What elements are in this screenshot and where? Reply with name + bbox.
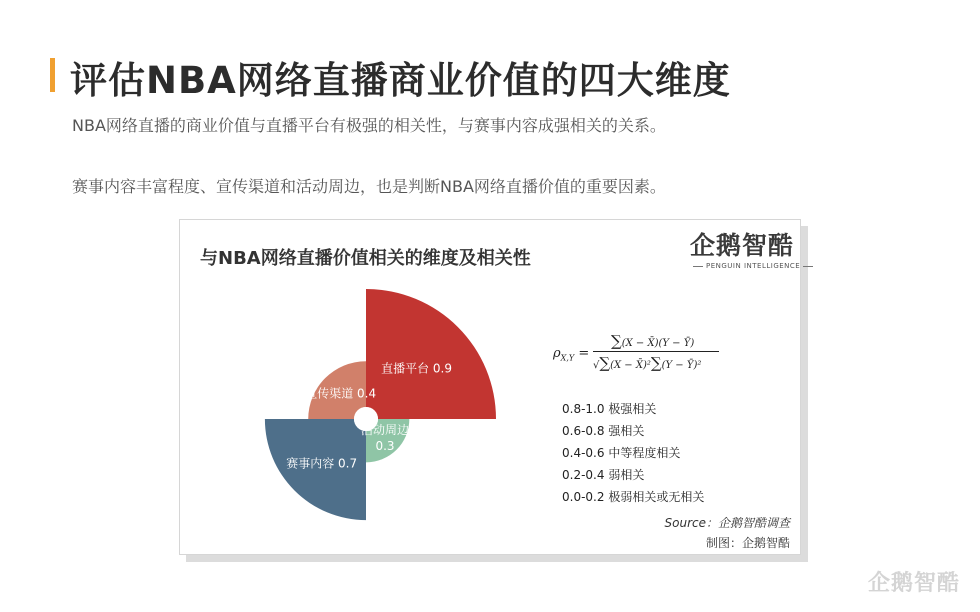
slice-label-活动周边: 活动周边 [360,422,410,437]
logo-mark: 企鹅智酷 [690,231,795,260]
scale-item: 0.8-1.0 极强相关 [562,402,657,416]
formula-numerator: ∑(X − X̄)(Y − Ȳ) [611,332,695,350]
source-note: Source：企鹅智酷调查 [664,516,790,530]
formula-rho: $\rho_{X,Y}$ = [553,346,590,363]
chart-title: 与NBA网络直播价值相关的维度及相关性 [200,248,531,269]
scale-item: 0.6-0.8 强相关 [562,424,645,438]
scale-item: 0.0-0.2 极弱相关或无相关 [562,490,705,504]
scale-item: 0.4-0.6 中等程度相关 [562,446,681,460]
watermark-logo: 企鹅智酷 [868,570,961,596]
logo-subtitle: PENGUIN INTELLIGENCE [690,262,788,270]
title-accent-bar [50,58,55,92]
slice-label-直播平台: 直播平台 0.9 [381,361,453,376]
description-line-2: 赛事内容丰富程度、宣传渠道和活动周边，也是判断NBA网络直播价值的重要因素。 [72,177,666,196]
scale-item: 0.2-0.4 弱相关 [562,468,645,482]
formula-denominator: √∑(X − X̄)²∑(Y − Ȳ)² [593,354,702,372]
page-title: 评估NBA网络直播商业价值的四大维度 [70,59,731,102]
slice-label-赛事内容: 赛事内容 0.7 [286,456,358,471]
correlation-rose-chart [180,220,802,556]
credit-note: 制图：企鹅智酷 [705,536,790,550]
slice-label-活动周边: 0.3 [375,438,395,453]
slice-label-宣传渠道: 宣传渠道 0.4 [305,386,377,401]
pearson-formula [553,330,733,380]
slice-直播平台 [366,289,496,419]
correlation-scale-list [562,398,704,508]
formula-fraction-bar [593,351,719,352]
chart-card [179,219,801,555]
description-line-1: NBA网络直播的商业价值与直播平台有极强的相关性，与赛事内容成强相关的关系。 [72,116,666,135]
